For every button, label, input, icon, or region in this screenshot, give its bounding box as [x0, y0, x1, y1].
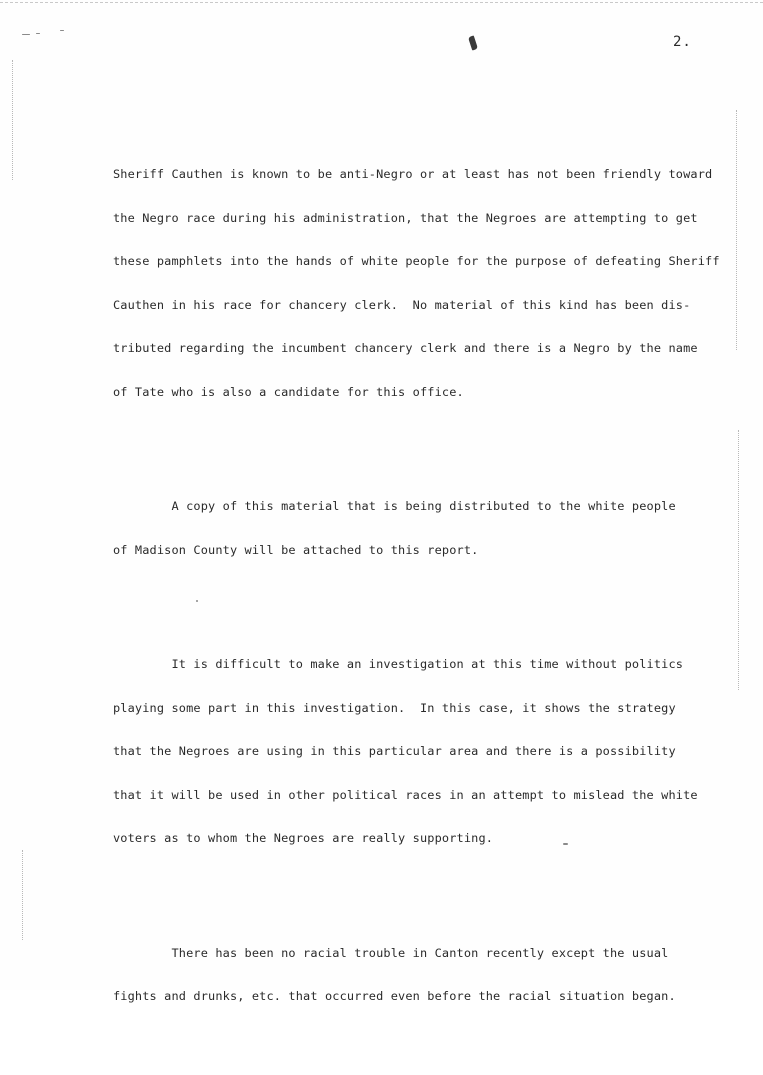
scan-speck [22, 34, 30, 35]
paragraph-4 [113, 917, 713, 1033]
text-line: these pamphlets into the hands of white people for the purpose of defeating Sheriff [113, 254, 720, 268]
page-top-edge [0, 2, 763, 3]
left-margin-dots [12, 60, 14, 180]
text-line: playing some part in this investigation. In this case, it shows the strategy [113, 700, 676, 715]
text-line: fights and drunks, etc. that occurred even before the racial situation began. [113, 989, 676, 1003]
paragraph-3 [113, 628, 713, 875]
paragraph-1 [113, 138, 720, 428]
text-line: voters as to whom the Negroes are really supporting. [113, 831, 494, 845]
paragraph-2 [113, 470, 713, 586]
ink-mark [468, 35, 478, 50]
text-line: Cauthen in his race for chancery clerk. No material of this kind has been dis- [113, 297, 691, 312]
scan-speck [60, 30, 64, 31]
right-margin-dots [738, 430, 740, 690]
right-margin-dots [736, 110, 738, 350]
report-body [113, 109, 720, 1075]
text-line: It is difficult to make an investigation at this time without politics [113, 657, 684, 671]
page-number: 2. [673, 34, 692, 50]
left-margin-dots [22, 850, 24, 940]
text-line: of Madison County will be attached to this report. [113, 542, 479, 557]
text-line: A copy of this material that is being distributed to the white people [113, 499, 676, 513]
text-line: of Tate who is also a candidate for this office. [113, 384, 464, 399]
text-line: Sheriff Cauthen is known to be anti-Negro or at least has not been friendly toward [113, 167, 713, 181]
text-line: that the Negroes are using in this particular area and there is a possibility [113, 744, 676, 758]
text-line: There has been no racial trouble in Canton recently except the usual [113, 945, 669, 960]
scan-speck [36, 33, 40, 34]
text-line: tributed regarding the incumbent chancery clerk and there is a Negro by the name [113, 341, 698, 355]
text-line: that it will be used in other political races in an attempt to mislead the white [113, 787, 698, 802]
text-line: the Negro race during his administration, that the Negroes are attempting to get [113, 210, 698, 225]
